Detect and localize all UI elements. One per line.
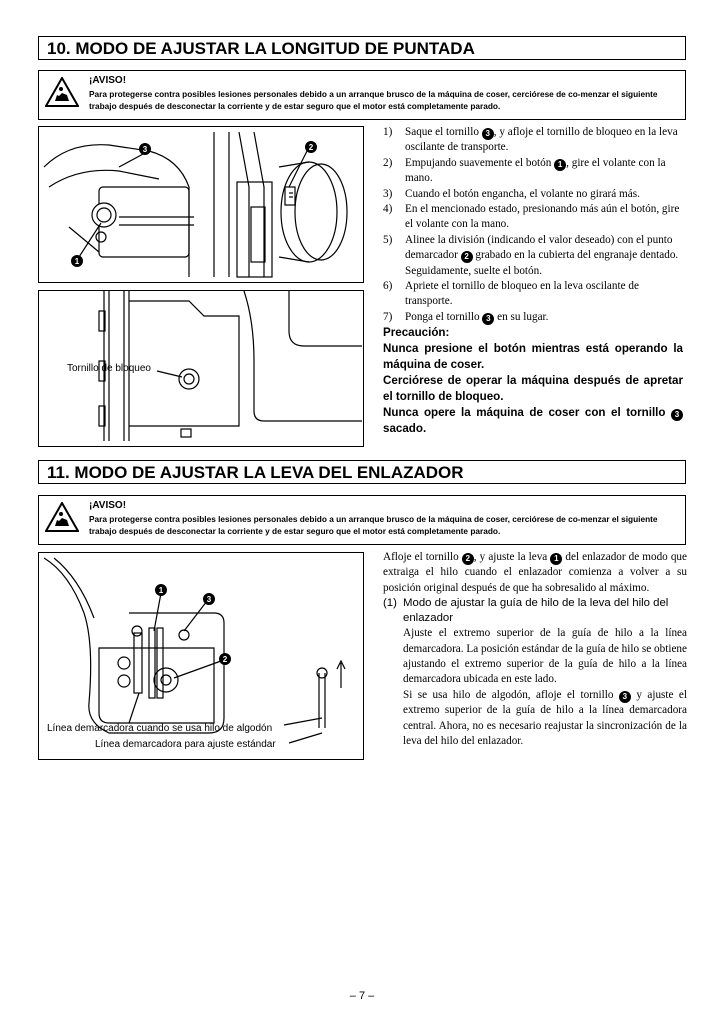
lock-screw-label: Tornillo de bloqueo bbox=[67, 363, 151, 374]
warning-text: Para protegerse contra posibles lesiones personales debido a un arranque brusco de la máquina de coser, cerciórese de co-menzar el siguiente trabajo después de desconectar la corriente y de estar seguro que el motor está completamente parado. bbox=[89, 514, 658, 536]
svg-text:3: 3 bbox=[142, 145, 148, 154]
callout-number-icon: 1 bbox=[554, 159, 566, 171]
step-item: 2) Empujando suavemente el botón 1 , gire el volante con la mano. bbox=[383, 156, 666, 185]
subsection-body-2: Si se usa hilo de algodón, afloje el tornillo 3 y ajuste el extremo superior de la guía de hilo a la línea demarcadora central. Ahora, no es necesario reajustar la sincronización de la leva del hilo del enlazador. bbox=[403, 688, 687, 748]
subsection-body-1: Ajuste el extremo superior de la guía de hilo a la línea demarcadora. La posición estándar de la guía de hilo se obtiene ajustando el extremo superior de la guía de hilo a la línea demarcadora ubicada en este lado. bbox=[403, 627, 687, 686]
callout-number-icon: 3 bbox=[482, 313, 494, 325]
caution-line: Nunca opere la máquina de coser con el tornillo 3 sacado. bbox=[383, 405, 683, 437]
step-item: 5) Alinee la división (indicando el valor deseado) con el punto demarcador 2 grabado en la cubierta del engranaje dentado. Seguidamente, suelte el botón. bbox=[383, 233, 679, 277]
section-10-title: 10. MODO DE AJUSTAR LA LONGITUD DE PUNTADA bbox=[38, 36, 686, 60]
step-item: 1) Saque el tornillo 3 , y afloje el tornillo de bloqueo en la leva oscilante de transporte. bbox=[383, 126, 678, 154]
step-item: 4) En el mencionado estado, presionando más aún el botón, gire el volante con la mano. bbox=[383, 203, 680, 231]
svg-text:1: 1 bbox=[158, 586, 164, 595]
steps-list bbox=[383, 125, 683, 437]
page-number: – 7 – bbox=[349, 990, 375, 1002]
stitch-mechanism-illustration bbox=[39, 127, 362, 281]
warning-text: Para protegerse contra posibles lesiones personales debido a un arranque brusco de la máquina de coser, cerciórese de co-menzar el siguiente trabajo después de desconectar la corriente y de estar seguro que el motor está completamente parado. bbox=[89, 89, 658, 111]
callout-number-icon: 2 bbox=[461, 251, 473, 263]
warning-box-2 bbox=[38, 495, 686, 545]
caution-line: Cerciórese de operar la máquina después de apretar el tornillo de bloqueo. bbox=[383, 374, 683, 404]
section-11-intro: Afloje el tornillo 2 , y ajuste la leva 1 del enlazador de modo que extraiga el hilo cuando el enlazador comienza a volver a su posición original después de que ha sobresalido al máximo. bbox=[383, 551, 687, 594]
figure-stitch-mechanism bbox=[38, 126, 364, 283]
warning-triangle-icon bbox=[45, 77, 79, 107]
section-11-text bbox=[383, 550, 687, 749]
svg-text:2: 2 bbox=[308, 143, 314, 152]
section-11-title: 11. MODO DE AJUSTAR LA LEVA DEL ENLAZADOR bbox=[38, 460, 686, 484]
callout-number-icon: 1 bbox=[550, 553, 562, 565]
svg-text:2: 2 bbox=[222, 655, 228, 664]
svg-text:1: 1 bbox=[74, 257, 80, 266]
callout-number-icon: 2 bbox=[462, 553, 474, 565]
figure-looper-cam bbox=[38, 552, 364, 760]
step-item: 6) Apriete el tornillo de bloqueo en la leva oscilante de transporte. bbox=[383, 280, 639, 308]
callout-number-icon: 3 bbox=[671, 409, 683, 421]
step-item: 3) Cuando el botón engancha, el volante no girará más. bbox=[383, 187, 640, 200]
figure-lock-screw bbox=[38, 290, 364, 447]
caution-title: Precaución: bbox=[383, 326, 450, 340]
callout-number-icon: 3 bbox=[482, 128, 494, 140]
standard-line-label: Línea demarcadora para ajuste estándar bbox=[95, 739, 276, 750]
warning-title: ¡AVISO! bbox=[89, 500, 127, 511]
warning-triangle-icon bbox=[45, 502, 79, 532]
callout-number-icon: 3 bbox=[619, 691, 631, 703]
subsection-heading: (1) Modo de ajustar la guía de hilo de la leva del hilo del enlazador bbox=[383, 597, 669, 625]
svg-text:3: 3 bbox=[206, 595, 212, 604]
caution-line: Nunca presione el botón mientras está operando la máquina de coser. bbox=[383, 342, 683, 372]
warning-box bbox=[38, 70, 686, 120]
cotton-thread-line-label: Línea demarcadora cuando se usa hilo de algodón bbox=[47, 723, 273, 734]
warning-title: ¡AVISO! bbox=[89, 75, 127, 86]
step-item: 7) Ponga el tornillo 3 en su lugar. bbox=[383, 310, 549, 323]
